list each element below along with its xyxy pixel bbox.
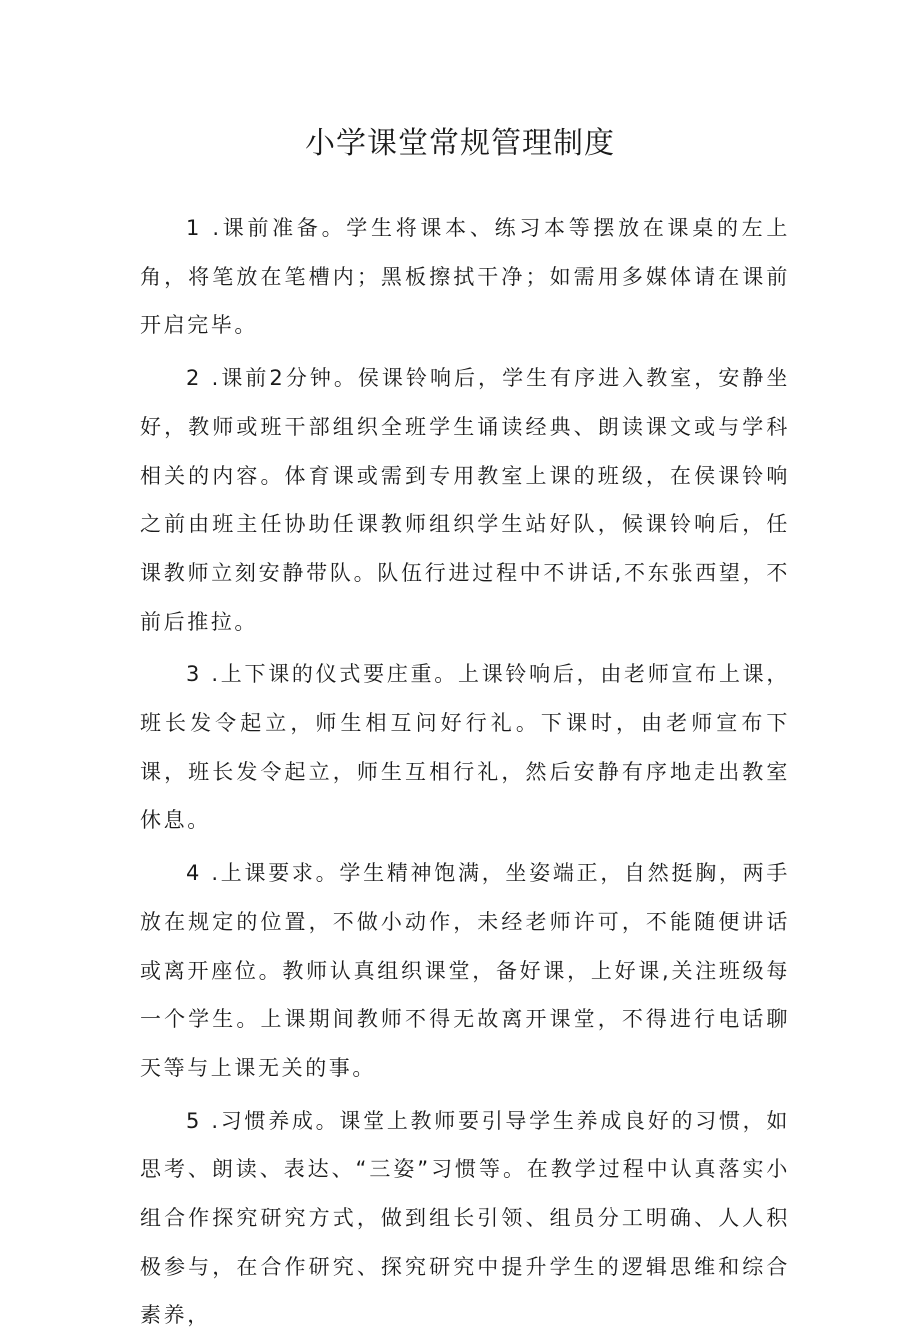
document-body [140,204,790,1344]
paragraph-5: 5 .习惯养成。课堂上教师要引导学生养成良好的习惯，如思考、朗读、表达、“三姿”习惯等。在教学过程中认真落实小组合作探究研究方式，做到组长引领、组员分工明确、人人积极参与，在合作研究、探究研究中提升学生的逻辑思维和综合素养， [140,1108,790,1328]
paragraph-2: 2 .课前2分钟。侯课铃响后，学生有序进入教室，安静坐好，教师或班干部组织全班学生诵读经典、朗读课文或与学科相关的内容。体育课或需到专用教室上课的班级，在侯课铃响之前由班主任协助任课教师组织学生站好队，候课铃响后，任课教师立刻安静带队。队伍行进过程中不讲话,不东张西望，不前后推拉。 [140,366,790,634]
paragraph-3: 3 .上下课的仪式要庄重。上课铃响后，由老师宣布上课，班长发令起立，师生相互问好行礼。下课时，由老师宣布下课，班长发令起立，师生互相行礼，然后安静有序地走出教室休息。 [140,662,790,833]
paragraph-1: 1 .课前准备。学生将课本、练习本等摆放在课桌的左上角，将笔放在笔槽内；黑板擦拭干净；如需用多媒体请在课前开启完毕。 [140,216,790,338]
document-title: 小学课堂常规管理制度 [305,126,615,161]
paragraph-4: 4 .上课要求。学生精神饱满，坐姿端正，自然挺胸，两手放在规定的位置，不做小动作，未经老师许可，不能随便讲话或离开座位。教师认真组织课堂，备好课，上好课,关注班级每一个学生。上课期间教师不得无故离开课堂，不得进行电话聊天等与上课无关的事。 [140,861,790,1080]
